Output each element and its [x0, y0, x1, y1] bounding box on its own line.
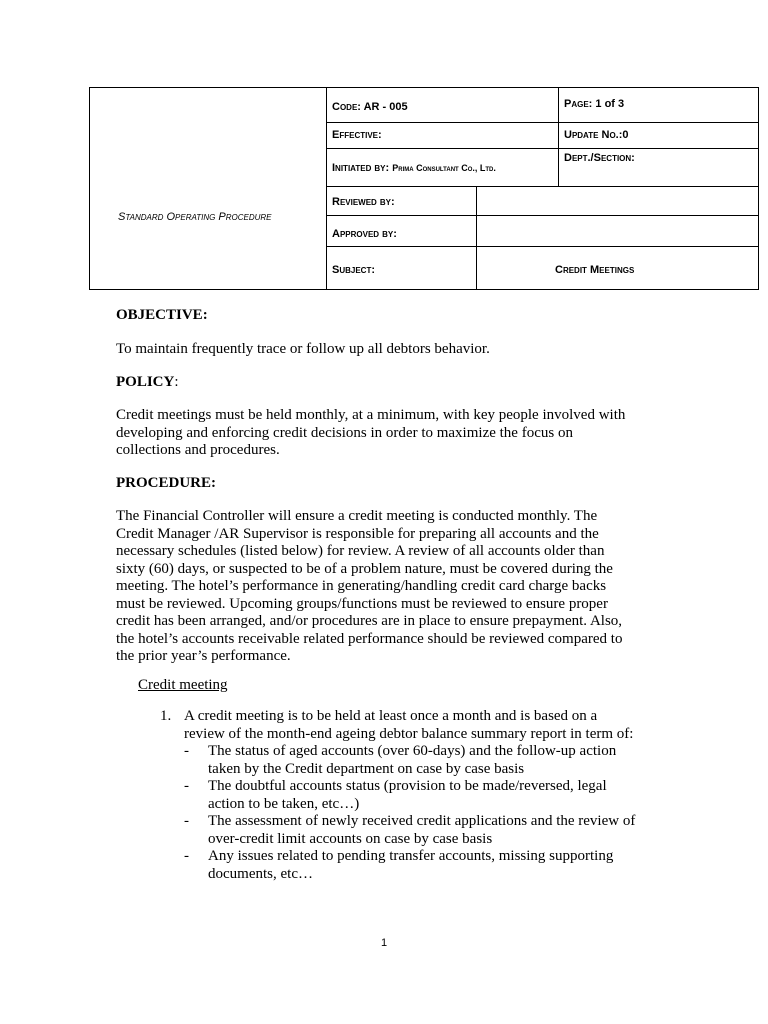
bullet-line: Any issues related to pending transfer accounts, missing supporting [208, 848, 614, 864]
bullet-dash: - [184, 778, 189, 794]
bullet-line: The doubtful accounts status (provision to be made/reversed, legal [208, 778, 607, 794]
subject-value: Credit Meetings [555, 264, 635, 276]
procedure-line: must be reviewed. Upcoming groups/functions must be reviewed to ensure proper [116, 595, 608, 612]
bullet-line: The assessment of newly received credit applications and the review of [208, 813, 636, 829]
procedure-line: credit has been arranged, and/or procedures are in place to ensure prepayment. Also, [116, 613, 623, 629]
table-divider [326, 122, 758, 123]
page-value: 1 of 3 [595, 98, 625, 110]
approved-label: Approved by: [332, 228, 397, 240]
policy-line: developing and enforcing credit decisions in order to maximize the focus on [116, 424, 573, 441]
objective-heading: OBJECTIVE: [116, 307, 208, 323]
procedure-heading: PROCEDURE: [116, 475, 216, 491]
code-label: Code: [332, 101, 361, 113]
effective-label: Effective: [332, 129, 382, 141]
subject-label: Subject: [332, 264, 376, 276]
page-cell [564, 98, 624, 110]
bullet-line: action to be taken, etc…) [208, 795, 360, 812]
bullet-line: over-credit limit accounts on case by case basis [208, 830, 493, 847]
initiated-cell [332, 162, 496, 174]
procedure-text [116, 508, 656, 666]
sop-title: Standard Operating Procedure [118, 211, 272, 223]
policy-line: Credit meetings must be held monthly, at a minimum, with key people involved with [116, 407, 626, 423]
policy-heading-text: POLICY [116, 374, 175, 390]
bullet-line: documents, etc… [208, 865, 313, 882]
sop-header-table [89, 87, 759, 290]
table-divider [326, 246, 758, 247]
bullet-dash: - [184, 848, 189, 864]
bullet-line: taken by the Credit department on case by case basis [208, 760, 525, 777]
update-label: Update No.: [564, 129, 623, 141]
table-divider [558, 88, 559, 186]
objective-text [116, 341, 656, 359]
policy-heading [116, 374, 179, 391]
table-divider [326, 215, 758, 216]
code-cell [332, 101, 408, 113]
dept-label: Dept./Section: [564, 152, 635, 164]
item-line: A credit meeting is to be held at least once a month and is based on a [184, 708, 598, 724]
page-label: Page: [564, 98, 593, 110]
bullet-line: The status of aged accounts (over 60-days) and the follow-up action [208, 743, 617, 759]
procedure-line: The Financial Controller will ensure a credit meeting is conducted monthly. The [116, 508, 598, 524]
procedure-line: the hotel’s accounts receivable related performance should be reviewed compared to [116, 630, 623, 647]
update-cell [564, 129, 629, 141]
update-value: 0 [622, 129, 629, 141]
bullet-list [184, 743, 674, 883]
policy-line: collections and procedures. [116, 442, 280, 458]
credit-meeting-title: Credit meeting [138, 677, 228, 693]
policy-text [116, 407, 656, 460]
table-divider [476, 186, 477, 289]
table-divider [326, 186, 758, 187]
bullet-dash: - [184, 813, 189, 829]
item-line: review of the month-end ageing debtor balance summary report in term of: [184, 725, 634, 742]
item-number: 1. [160, 708, 172, 724]
procedure-line: the prior year’s performance. [116, 648, 291, 664]
initiated-label: Initiated by: [332, 162, 390, 174]
list-item [184, 813, 674, 848]
initiated-value: Prima Consultant Co., Ltd. [392, 163, 496, 173]
list-item [184, 778, 674, 813]
objective-line: To maintain frequently trace or follow up all debtors behavior. [116, 341, 490, 357]
table-divider [326, 88, 327, 289]
code-value: AR - 005 [363, 101, 408, 113]
reviewed-label: Reviewed by: [332, 196, 395, 208]
list-item [184, 743, 674, 778]
item-text [184, 708, 633, 743]
page-number: 1 [380, 937, 388, 949]
procedure-line: necessary schedules (listed below) for review. A review of all accounts older than [116, 543, 605, 559]
bullet-dash: - [184, 743, 189, 759]
procedure-line: sixty (60) days, or suspected to be of a problem nature, must be covered during the [116, 560, 613, 577]
policy-heading-colon: : [174, 374, 179, 390]
list-item [184, 848, 674, 883]
procedure-line: meeting. The hotel’s performance in generating/handling credit card charge backs [116, 578, 607, 594]
table-divider [326, 148, 758, 149]
procedure-line: Credit Manager /AR Supervisor is responsible for preparing all accounts and the [116, 525, 599, 542]
